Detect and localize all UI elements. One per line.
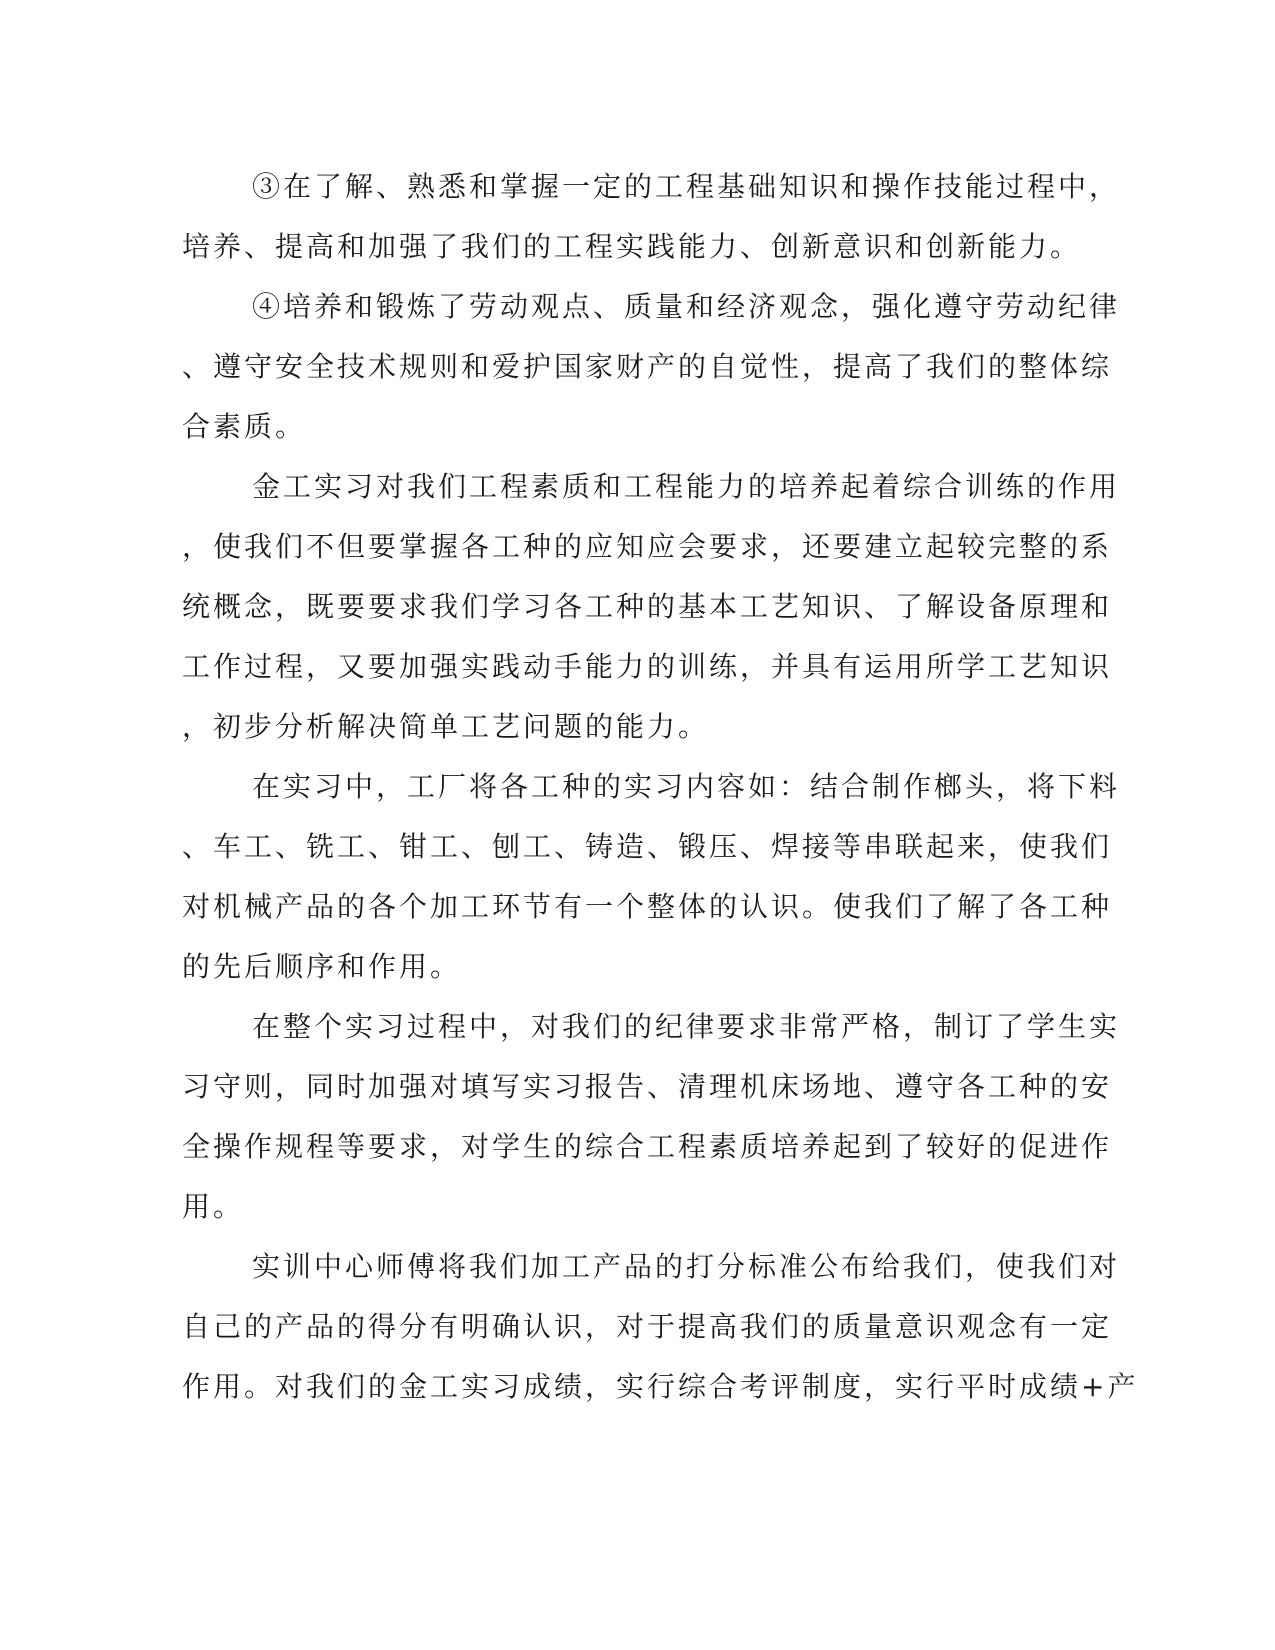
text-line: 对机械产品的各个加工环节有一个整体的认识。使我们了解了各工种	[182, 890, 1113, 923]
text-line: 的先后顺序和作用。	[182, 950, 462, 983]
paragraph	[182, 997, 1121, 1237]
text-line: 金工实习对我们工程素质和工程能力的培养起着综合训练的作用	[252, 470, 1121, 503]
text-line: 用。	[182, 1190, 245, 1223]
paragraph	[182, 277, 1121, 457]
text-line: 作用。对我们的金工实习成绩，实行综合考评制度，实行平时成绩+产	[182, 1370, 1139, 1403]
text-line: 合素质。	[182, 410, 307, 443]
text-line: 在整个实习过程中，对我们的纪律要求非常严格，制订了学生实	[252, 1010, 1121, 1043]
text-line: 、车工、铣工、钳工、刨工、铸造、锻压、焊接等串联起来，使我们	[182, 830, 1113, 863]
text-line: ，使我们不但要掌握各工种的应知应会要求，还要建立起较完整的系	[182, 530, 1113, 563]
text-line: 自己的产品的得分有明确认识，对于提高我们的质量意识观念有一定	[182, 1310, 1113, 1343]
text-line: 培养、提高和加强了我们的工程实践能力、创新意识和创新能力。	[182, 230, 1082, 263]
text-line: 在实习中，工厂将各工种的实习内容如：结合制作榔头，将下料	[252, 770, 1121, 803]
text-line: 习守则，同时加强对填写实习报告、清理机床场地、遵守各工种的安	[182, 1070, 1113, 1103]
text-line: ③在了解、熟悉和掌握一定的工程基础知识和操作技能过程中，	[252, 170, 1121, 203]
paragraph	[182, 1237, 1139, 1417]
text-line: ④培养和锻炼了劳动观点、质量和经济观念，强化遵守劳动纪律	[252, 290, 1121, 323]
paragraph	[182, 457, 1121, 757]
paragraph	[182, 157, 1121, 277]
text-line: 统概念，既要要求我们学习各工种的基本工艺知识、了解设备原理和	[182, 590, 1113, 623]
text-line: 全操作规程等要求，对学生的综合工程素质培养起到了较好的促进作	[182, 1130, 1113, 1163]
text-line: 、遵守安全技术规则和爱护国家财产的自觉性，提高了我们的整体综	[182, 350, 1113, 383]
body-text	[182, 157, 1139, 1417]
text-line: 工作过程，又要加强实践动手能力的训练，并具有运用所学工艺知识	[182, 650, 1113, 683]
text-line: 实训中心师傅将我们加工产品的打分标准公布给我们，使我们对	[252, 1250, 1121, 1283]
paragraph	[182, 757, 1121, 997]
text-line: ，初步分析解决简单工艺问题的能力。	[182, 710, 710, 743]
